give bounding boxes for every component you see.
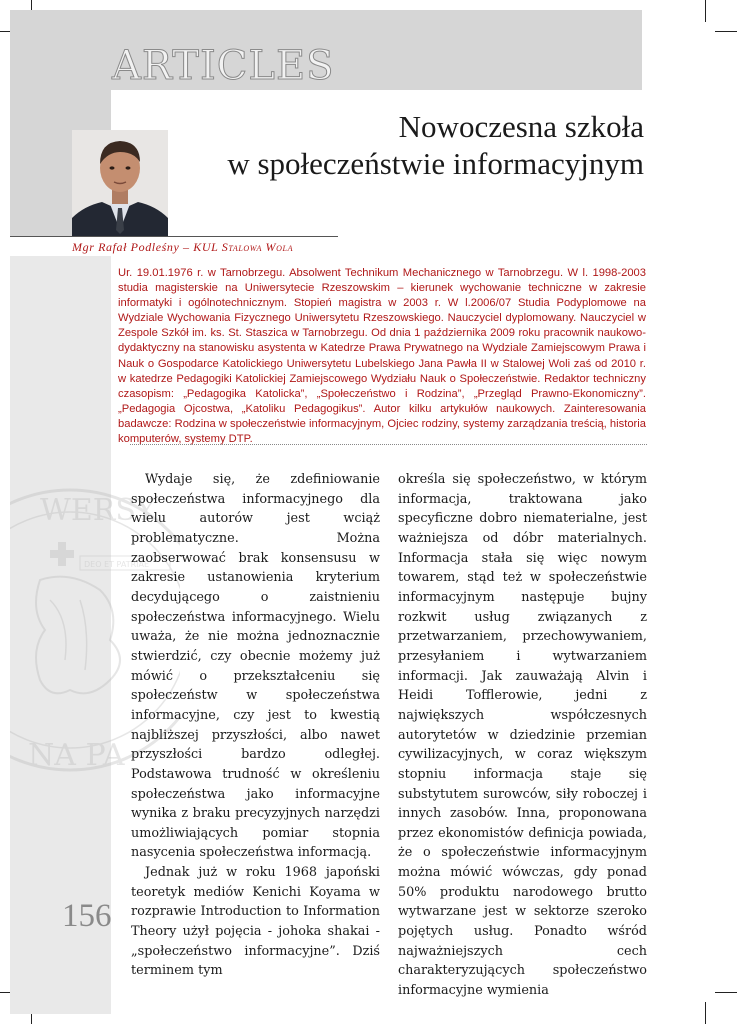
title-line-2: w społeczeństwie informacyjnym [227,146,644,181]
body-column-right [398,470,647,1001]
article-title [227,108,644,182]
crop-mark [715,31,737,32]
paragraph: określa się społeczeństwo, w którym informacja, traktowana jako specyficzne dobro niematerialne, jest ważniejsza od dóbr materialnych. Informacja stała się więc nowym towarem, stąd też w społeczeństwie informacyjnym następuje bujny rozkwit usług związanych z przetwarzaniem, przechowywaniem, przesyłaniem i wytwarzaniem informacji. Jak zauważają Alvin i Heidi Tofflerowie, jedni z największych współczesnych autorytetów w dziedzinie przemian cywilizacyjnych, w coraz większym stopniu informacja staje się substytutem surowców, siły roboczej i innych zasobów. Inna, proponowana przez ekonomistów definicja powiada, że o społeczeństwie informacyjnym można mówić wówczas, gdy ponad 50% produktu narodowego brutto wytwarzane jest w sektorze szeroko pojętych usług. Ponadto wśród najważniejszych cech charakteryzujących społeczeństwo informacyjne wymienia [398,472,647,999]
watermark-text-bottom: NA PA [28,738,125,773]
section-label: ARTICLES [112,43,335,89]
author-photo [72,130,168,236]
crop-mark [705,1002,706,1024]
author-bio: Ur. 19.01.1976 r. w Tarnobrzegu. Absolwent Technikum Mechanicznego w Tarnobrzegu. W l. 1998-2003 studia magisterskie na Uniwersytecie Rzeszowskim – kierunek wychowanie techniczne w zakresie informatyki i ogólnotechnicznym. Stopień magistra w 2003 r. W l.2006/07 Studia Podyplomowe na Wydziale Wychowania Fizycznego Uniwersytetu Rzeszowskiego. Nauczyciel dyplomowany. Nauczyciel w Zespole Szkół im. ks. St. Staszica w Tarnobrzegu. Od dnia 1 października 2009 roku pracownik naukowo-dydaktyczny na stanowisku asystenta w Katedrze Prawa Prywatnego na Wydziale Zamiejscowym Prawa i Nauk o Gospodarce Katolickiego Uniwersytetu Lubelskiego Jana Pawła II w Stalowej Woli zaś od 2010 r. w katedrze Pedagogiki Katolickiej Zamiejscowego Wydziału Nauk o Społeczeństwie. Redaktor techniczny czasopism: „Pedagogika Katolicka”, „Społeczeństwo i Rodzina”, „Przegląd Prawno-Ekonomiczny”. „Pedagogia Ojcostwa, „Katoliku Pedagogikus”. Autor kilku artykułów naukowych. Zainteresowania badawcze: Rodzina w społeczeństwie informacyjnym, Ojciec rodziny, systemy zarządzania treścią, historia komputerów, systemy DTP. [118,267,646,446]
byline-rule [10,236,338,237]
page-number: 156 [62,898,112,934]
paragraph: Jednak już w roku 1968 japoński teoretyk mediów Kenichi Koyama w rozprawie Introduction to Information Theory użył pojęcia - johoka shakai - „społeczeństwo informacyjne”. Dziś terminem tym [131,865,380,979]
watermark-ribbon: DEO ET PATRIAE [84,560,150,569]
title-line-1: Nowoczesna szkoła [398,109,644,144]
crop-mark [715,992,737,993]
author-byline [72,240,293,255]
watermark-text-top: WERSY [40,493,156,528]
author-name: Mgr Rafał Podleśny – KUL [72,240,222,254]
crop-mark [705,0,706,22]
paragraph: Wydaje się, że zdefiniowanie społeczeństwa informacyjnego dla wielu autorów jest wciąż problematyczne. Można zaobserwować brak konsensusu w zakresie ustanowienia kryterium decydującego o zaistnieniu społeczeństwa informacyjnego. Wielu uważa, że nie można jednoznacznie stwierdzić, czy obecnie możemy już mówić o przekształceniu się społeczeństw w społeczeństwa informacyjne, czy jest to kwestią najbliższej przyszłości, albo nawet przyszłości bardzo odległej. Podstawowa trudność w określeniu społeczeństwa jako informacyjne wynika z braku precyzyjnych narzędzi umożliwiających pomiar stopnia nasycenia społeczeństwa informacją. [131,472,380,861]
body-column-left [131,470,380,981]
bio-dotted-rule [130,444,647,445]
author-location: Stalowa Wola [221,240,294,254]
